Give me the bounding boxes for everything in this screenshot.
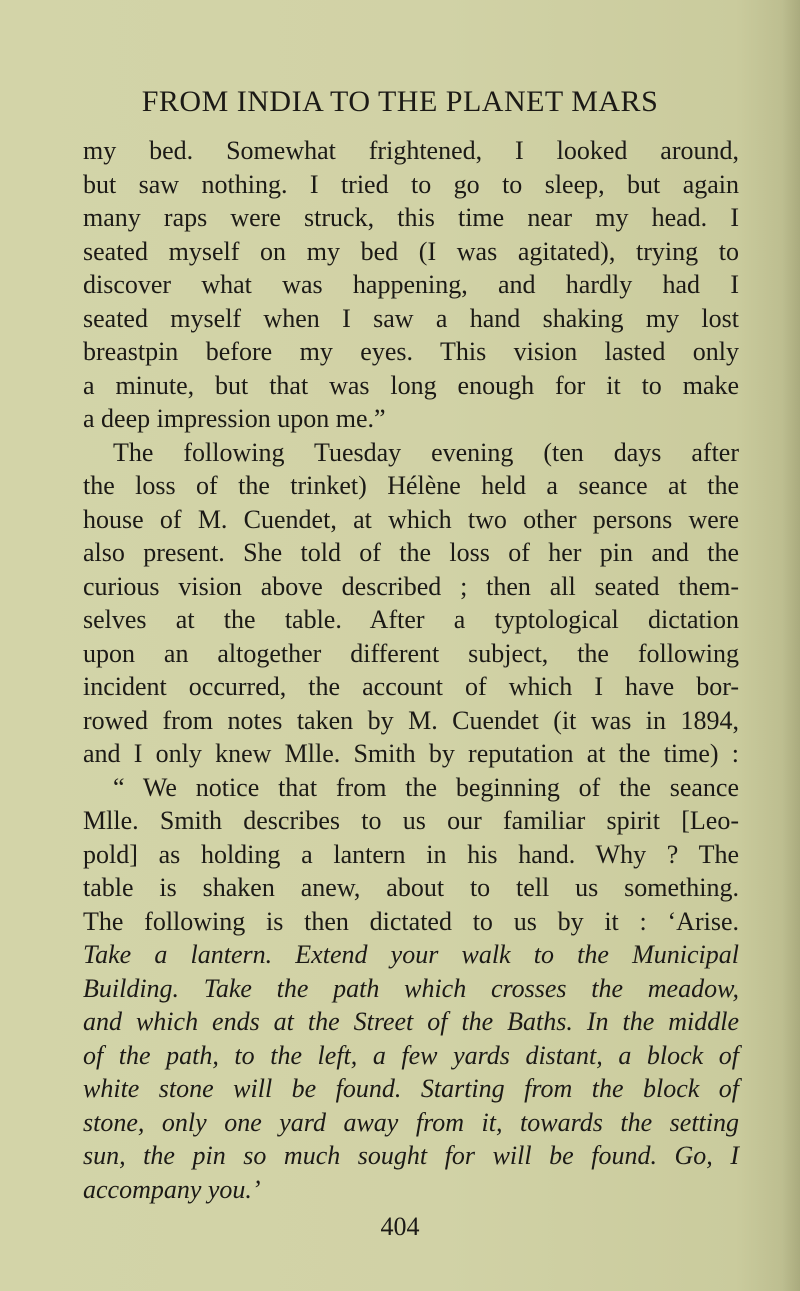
text-line: many raps were struck, this time near my head. I <box>83 203 739 232</box>
text-line: and I only knew Mlle. Smith by reputation at the time) : <box>83 739 739 768</box>
text-line: Mlle. Smith describes to us our familiar spirit [Leo- <box>83 806 739 835</box>
text-line: upon an altogether different subject, the following <box>83 638 739 668</box>
running-head: FROM INDIA TO THE PLANET MARS <box>141 85 659 118</box>
page-edge-shadow <box>782 0 800 1291</box>
text-line: and which ends at the Street of the Baths. In the middle <box>83 1007 739 1036</box>
text-line: of the path, to the left, a few yards distant, a block of <box>83 1040 739 1070</box>
text-line: “ We notice that from the beginning of the seance <box>113 772 739 802</box>
text-line: seated myself when I saw a hand shaking my lost <box>83 303 739 333</box>
text-line: selves at the table. After a typtological dictation <box>83 605 739 634</box>
text-line: discover what was happening, and hardly had I <box>83 270 739 299</box>
text-line: stone, only one yard away from it, towards the setting <box>83 1107 739 1137</box>
text-line: a deep impression upon me.” <box>83 404 386 433</box>
text-line: the loss of the trinket) Hélène held a seance at the <box>83 471 739 500</box>
text-line: house of M. Cuendet, at which two other persons were <box>83 504 739 534</box>
text-line: rowed from notes taken by M. Cuendet (it was in 1894, <box>83 705 739 735</box>
text-line: Building. Take the path which crosses the meadow, <box>83 973 739 1003</box>
text-line: white stone will be found. Starting from the block of <box>83 1074 739 1103</box>
text-line: my bed. Somewhat frightened, I looked around, <box>83 136 739 165</box>
text-line: a minute, but that was long enough for it to make <box>83 370 739 400</box>
text-line: table is shaken anew, about to tell us something. <box>83 873 739 902</box>
text-line: also present. She told of the loss of her pin and the <box>83 538 739 567</box>
text-line: pold] as holding a lantern in his hand. Why ? The <box>83 839 739 869</box>
text-line: Take a lantern. Extend your walk to the Municipal <box>83 940 739 969</box>
text-line: accompany you.’ <box>83 1174 261 1204</box>
page-number: 404 <box>380 1212 420 1241</box>
text-line: but saw nothing. I tried to go to sleep, but again <box>83 169 739 199</box>
text-line: seated myself on my bed (I was agitated), trying to <box>83 236 739 266</box>
text-line: The following is then dictated to us by it : ‘Arise. <box>83 906 739 936</box>
text-line: The following Tuesday evening (ten days after <box>113 437 739 467</box>
text-line: sun, the pin so much sought for will be found. Go, I <box>83 1141 739 1170</box>
body-text <box>83 134 739 1206</box>
text-line: breastpin before my eyes. This vision lasted only <box>83 337 739 366</box>
text-line: curious vision above described ; then all seated them- <box>83 571 739 601</box>
text-line: incident occurred, the account of which I have bor- <box>83 672 739 701</box>
